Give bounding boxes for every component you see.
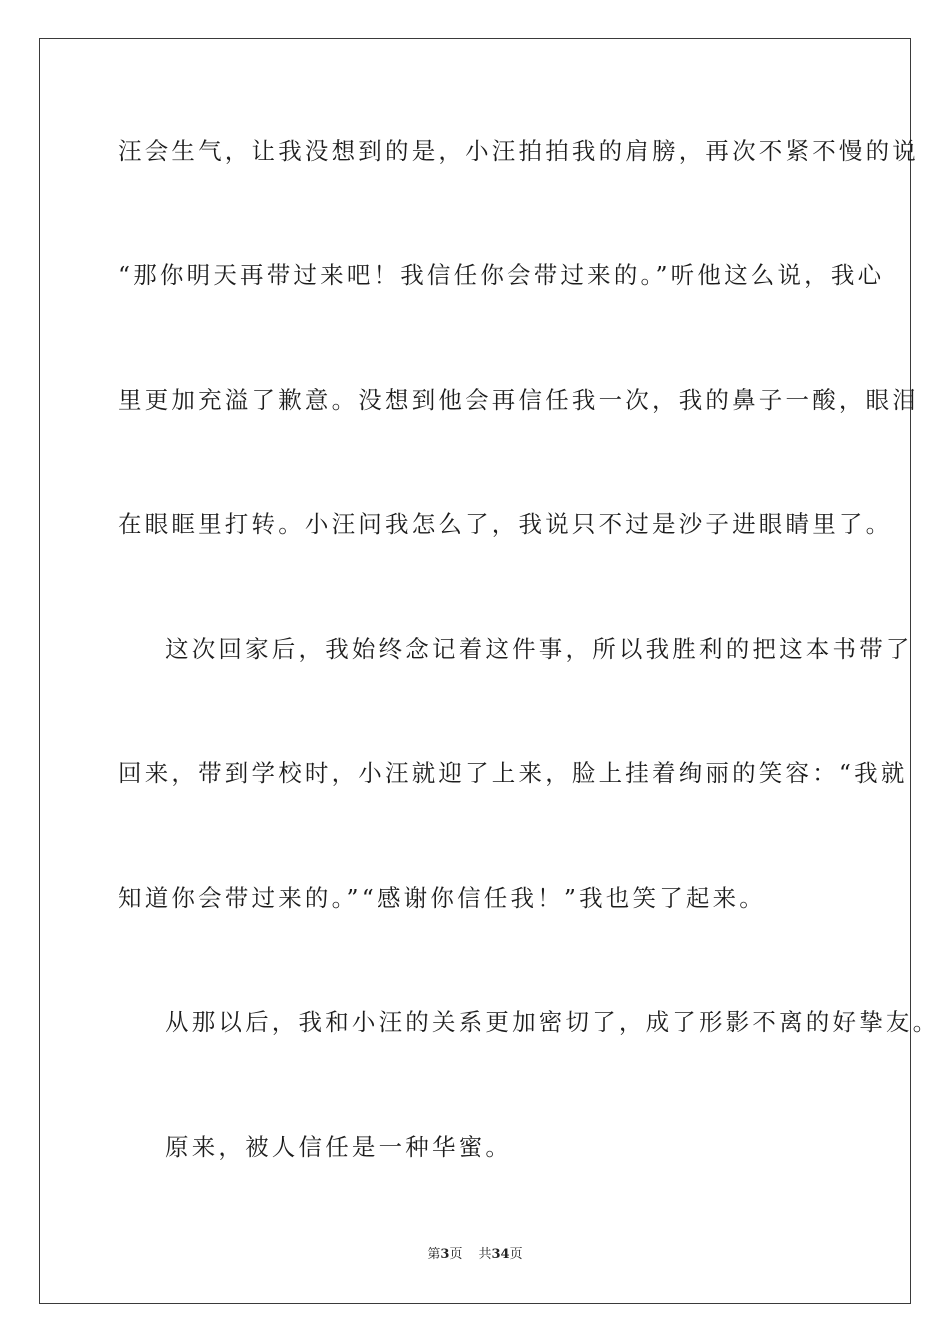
page-number: 3 (440, 1247, 450, 1262)
page-suffix: 页 (449, 1247, 463, 1262)
text-line-1: 汪会生气，让我没想到的是，小汪拍拍我的肩膀，再次不紧不慢的说 (118, 137, 919, 165)
text-line-2: “那你明天再带过来吧！我信任你会带过来的。”听他这么说，我心 (118, 261, 885, 289)
text-line-3: 里更加充溢了歉意。没想到他会再信任我一次，我的鼻子一酸，眼泪 (118, 386, 919, 414)
page-footer (0, 1246, 950, 1264)
text-line-6: 回来，带到学校时，小汪就迎了上来，脸上挂着绚丽的笑容：“我就 (118, 759, 908, 787)
page-prefix: 第 (427, 1247, 441, 1262)
paragraph-start-line-5: 这次回家后，我始终念记着这件事，所以我胜利的把这本书带了 (165, 635, 913, 663)
page-frame (39, 38, 911, 1304)
paragraph-start-line-9: 原来，被人信任是一种华蜜。 (165, 1133, 513, 1161)
paragraph-start-line-8: 从那以后，我和小汪的关系更加密切了，成了形影不离的好挚友。 (165, 1008, 940, 1036)
total-pages: 34 (491, 1247, 510, 1262)
text-line-7: 知道你会带过来的。”“感谢你信任我！”我也笑了起来。 (118, 884, 766, 912)
total-suffix: 页 (509, 1247, 523, 1262)
text-line-4: 在眼眶里打转。小汪问我怎么了，我说只不过是沙子进眼睛里了。 (118, 510, 893, 538)
total-prefix: 共 (478, 1247, 492, 1262)
